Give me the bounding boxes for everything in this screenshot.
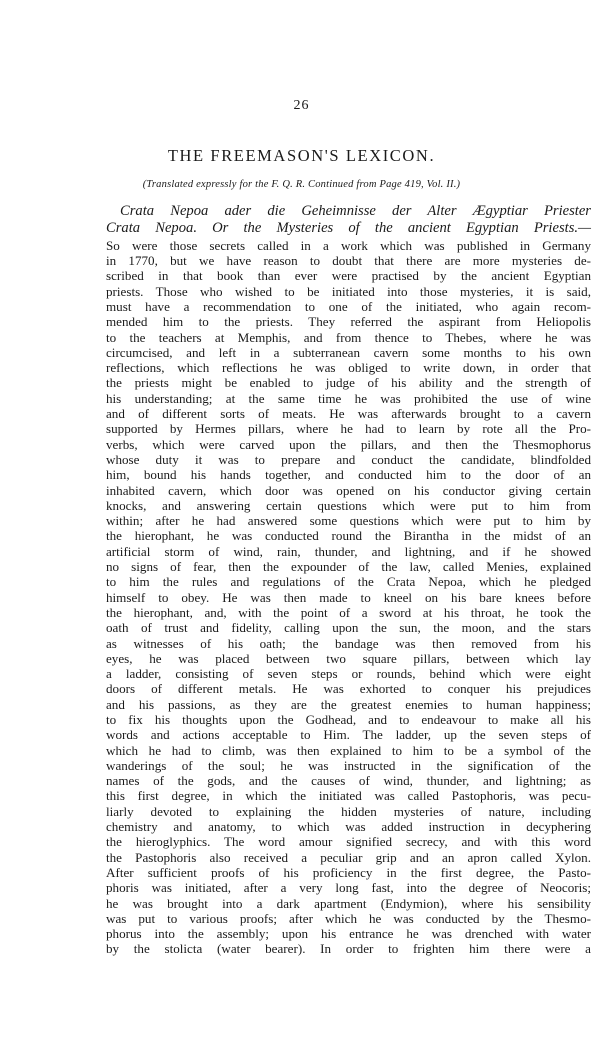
- article-body: [106, 203, 591, 957]
- body-line: this first degree, in which the initiated was called Pastophoris, was pecu-: [106, 788, 591, 804]
- body-line: doors of different metals. He was exhorted to conquer his prejudices: [106, 681, 591, 697]
- body-line: whose duty it was to prepare and conduct the candidate, blindfolded: [106, 451, 591, 467]
- article-subtitle: (Translated expressly for the F. Q. R. Continued from Page 419, Vol. II.): [142, 179, 461, 190]
- body-line: Crata Nepoa. Or the Mysteries of the ancient Egyptian Priests.—: [106, 220, 591, 237]
- body-line: his understanding; at the same time he was prohibited the use of wine: [106, 390, 591, 406]
- body-line: was put to various proofs; after which he was conducted by the Thesmo-: [106, 910, 591, 926]
- page-number: 26: [293, 98, 310, 113]
- body-line: the Pastophoris also received a peculiar grip and an apron called Xylon.: [106, 849, 591, 865]
- body-line: liarly devoted to explaining the hidden mysteries of nature, including: [106, 803, 591, 819]
- body-line: verbs, which were carved upon the pillars, and then the Thesmophorus: [106, 436, 591, 452]
- body-line: words and actions acceptable to Him. The ladder, up the seven steps of: [106, 727, 591, 743]
- body-line: Crata Nepoa ader die Geheimnisse der Alter Ægyptiar Priester: [120, 203, 591, 219]
- body-line: phorus into the assembly; upon his entrance he was drenched with water: [106, 926, 591, 942]
- body-line: artificial storm of wind, rain, thunder, and lightning, and if he showed: [106, 543, 591, 559]
- body-line: and of different sorts of meats. He was afterwards brought to a cavern: [106, 406, 591, 422]
- body-line: After sufficient proofs of his proficiency in the first degree, the Pasto-: [106, 864, 591, 880]
- body-line: So were those secrets called in a work which was published in Germany: [106, 237, 591, 253]
- body-line: phoris was initiated, after a very long fast, into the degree of Neocoris;: [106, 880, 591, 896]
- body-line: which he had to climb, was then explained to him to be a symbol of the: [106, 742, 591, 758]
- body-line: he was brought into a dark apartment (Endymion), where his sensibility: [106, 895, 591, 911]
- body-line: within; after he had answered some questions which were put to him by: [106, 513, 591, 529]
- body-line: wanderings of the soul; he was instructed in the signification of the: [106, 757, 591, 773]
- body-line: mended him to the priests. They referred the aspirant from Heliopolis: [106, 314, 591, 330]
- body-line: scribed in that book than ever were practised by the ancient Egyptian: [106, 268, 591, 284]
- body-line: supported by Hermes pillars, where he had to learn by rote all the Pro-: [106, 421, 591, 437]
- body-line: a ladder, consisting of seven steps or rounds, behind which were eight: [106, 666, 591, 682]
- body-line: priests. Those who wished to be initiated into those mysteries, it is said,: [106, 283, 591, 299]
- body-line: reflections, which reflections he was obliged to write down, in order that: [106, 360, 591, 376]
- body-line: the hierophant, he was conducted round the Birantha in the midst of an: [106, 528, 591, 544]
- body-line: oath of trust and fidelity, calling upon the sun, the moon, and the stars: [106, 620, 591, 636]
- body-line: must have a recommendation to one of the initiated, who again recom-: [106, 298, 591, 314]
- body-line: chemistry and anatomy, to which was added instruction in decyphering: [106, 819, 591, 835]
- body-line: to him the rules and regulations of the Crata Nepoa, which he pledged: [106, 574, 591, 590]
- body-line: and his passions, as they are the greatest enemies to human happiness;: [106, 696, 591, 712]
- body-line: himself to obey. He was then made to kneel on his bare knees before: [106, 589, 591, 605]
- body-line: eyes, he was placed between two square pillars, between which lay: [106, 650, 591, 666]
- body-line: him, bound his hands together, and conducted him to the door of an: [106, 467, 591, 483]
- body-line: names of the gods, and the causes of wind, thunder, and lightning; as: [106, 773, 591, 789]
- body-line: the hieroglyphics. The word amour signified secrecy, and with this word: [106, 834, 591, 850]
- body-line: inhabited cavern, which door was opened on his conductor giving certain: [106, 482, 591, 498]
- body-line: the priests might be enabled to judge of his ability and the strength of: [106, 375, 591, 391]
- body-line: the hierophant, and, with the point of a sword at his throat, he took the: [106, 604, 591, 620]
- body-line: by the stolicta (water bearer). In order to frighten him there were a: [106, 941, 591, 957]
- body-line: as witnesses of his oath; the bandage was then removed from his: [106, 635, 591, 651]
- body-line: in 1770, but we have reason to doubt that there are more mysteries de-: [106, 253, 591, 269]
- body-line: to fix his thoughts upon the Godhead, and to endeavour to make all his: [106, 711, 591, 727]
- body-line: knocks, and answering certain questions which were put to him from: [106, 497, 591, 513]
- article-title: THE FREEMASON'S LEXICON.: [167, 146, 436, 165]
- body-line: no signs of fear, then the expounder of the law, called Menies, explained: [106, 559, 591, 575]
- body-line: circumcised, and left in a subterranean cavern some months to his own: [106, 344, 591, 360]
- body-line: to the teachers at Memphis, and from thence to Thebes, where he was: [106, 329, 591, 345]
